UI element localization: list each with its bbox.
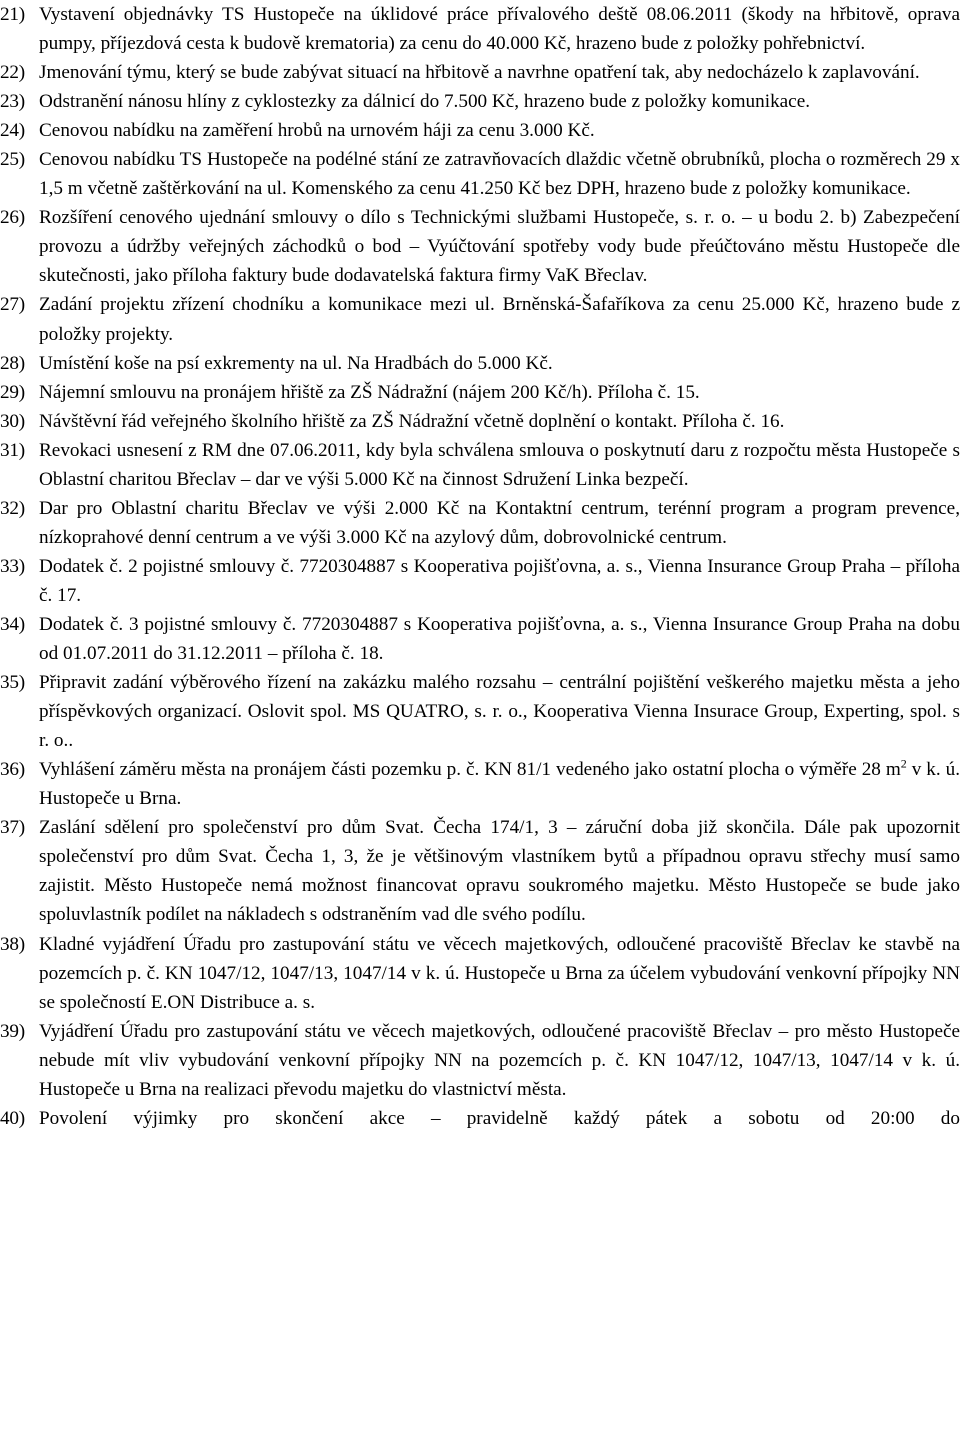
list-item [0, 610, 960, 668]
item-text-continuation: v k. ú. Hustopeče u Brna. [39, 759, 960, 810]
list-item [0, 1017, 960, 1104]
item-text: Návštěvní řád veřejného školního hřiště za ZŠ Nádražní včetně doplnění o kontakt. Příloha č. 16. [39, 410, 785, 432]
item-number: 25) [0, 149, 25, 171]
list-item [0, 436, 960, 494]
item-text: Kladné vyjádření Úřadu pro zastupování státu ve věcech majetkových, odloučené pracoviště Břeclav ke stavbě na pozemcích p. č. KN 1047/12, 1047/13, 1047/14 v k. ú. Hustopeče u Brna za účelem vybudování venkovní přípojky NN se společností E.ON Distribuce a. s. [39, 933, 960, 1013]
item-text: Revokaci usnesení z RM dne 07.06.2011, kdy byla schválena smlouva o poskytnutí daru z rozpočtu města Hustopeče s Oblastní charitou Břeclav – dar ve výši 5.000 Kč na činnost Sdružení Linka bezpečí. [39, 439, 960, 490]
item-text: Odstranění nánosu hlíny z cyklostezky za dálnicí do 7.500 Kč, hrazeno bude z položky komunikace. [39, 91, 811, 113]
list-item [0, 668, 960, 755]
list-item [0, 494, 960, 552]
item-number: 21) [0, 4, 25, 25]
item-number: 33) [0, 555, 25, 577]
item-number: 37) [0, 817, 25, 839]
list-item [0, 290, 960, 348]
item-text: Zadání projektu zřízení chodníku a komunikace mezi ul. Brněnská-Šafaříkova za cenu 25.000 Kč, hrazeno bude z položky projekty. [39, 294, 960, 345]
list-item [0, 930, 960, 1017]
list-item [0, 58, 960, 87]
list-item [0, 378, 960, 407]
list-item [0, 87, 960, 116]
item-number: 22) [0, 62, 25, 84]
item-number: 35) [0, 672, 25, 694]
list-item [0, 145, 960, 203]
item-number: 30) [0, 410, 25, 432]
item-text: Vystavení objednávky TS Hustopeče na úklidové práce přívalového deště 08.06.2011 (škody na hřbitově, oprava pumpy, příjezdová cesta k budově krematoria) za cenu do 40.000 Kč, hrazeno bude z položky pohřebnictví. [39, 4, 960, 55]
item-text: Cenovou nabídku TS Hustopeče na podélné stání ze zatravňovacích dlaždic včetně obrubníků, plocha o rozměrech 29 x 1,5 m včetně zaštěrkování na ul. Komenského za cenu 41.250 Kč bez DPH, hrazeno bude z položky komunikace. [39, 149, 960, 200]
item-number: 36) [0, 759, 25, 781]
item-number: 24) [0, 120, 25, 142]
item-text: Vyjádření Úřadu pro zastupování státu ve věcech majetkových, odloučené pracoviště Břeclav – pro město Hustopeče nebude mít vliv vybudování venkovní přípojky NN na pozemcích p. č. KN 1047/12, 1047/13, 1047/14 v k. ú. Hustopeče u Brna na realizaci převodu majetku do vlastnictví města. [39, 1020, 960, 1100]
item-number: 23) [0, 91, 25, 113]
item-number: 32) [0, 497, 25, 519]
item-text: Povolení výjimky pro skončení akce – pravidelně každý pátek a sobotu od 20:00 do [39, 1107, 960, 1129]
item-text: Jmenování týmu, který se bude zabývat situací na hřbitově a navrhne opatření tak, aby nedocházelo k zaplavování. [39, 62, 920, 84]
list-item [0, 1104, 960, 1133]
item-text [39, 755, 960, 813]
item-text: Nájemní smlouvu na pronájem hřiště za ZŠ Nádražní (nájem 200 Kč/h). Příloha č. 15. [39, 381, 700, 403]
item-text: Dodatek č. 3 pojistné smlouvy č. 7720304887 s Kooperativa pojišťovna, a. s., Vienna Insurance Group Praha na dobu od 01.07.2011 do 31.12.2011 – příloha č. 18. [39, 613, 960, 665]
item-text: Zaslání sdělení pro společenství pro dům Svat. Čecha 174/1, 3 – záruční doba již skončila. Dále pak upozornit společenství pro dům Svat. Čecha 1, 3, že je většinovým vlastníkem bytů a případnou opravu střechy musí samo zajistit. Město Hustopeče nemá možnost financovat opravu soukromého majetku. Město Hustopeče se bude jako spoluvlastník podílet na nákladech s odstraněním vad dle svého podílu. [39, 817, 960, 926]
item-number: 31) [0, 439, 25, 461]
item-number: 28) [0, 352, 25, 374]
list-item [0, 813, 960, 929]
item-number: 27) [0, 294, 25, 316]
list-item [0, 116, 960, 145]
list-item [0, 349, 960, 378]
item-text: Dodatek č. 2 pojistné smlouvy č. 7720304887 s Kooperativa pojišťovna, a. s., Vienna Insurance Group Praha – příloha č. 17. [39, 555, 960, 606]
item-number: 38) [0, 933, 25, 955]
list-item [0, 755, 960, 813]
list-item [0, 407, 960, 436]
item-number: 40) [0, 1107, 25, 1129]
item-number: 29) [0, 381, 25, 403]
item-text: Dar pro Oblastní charitu Břeclav ve výši 2.000 Kč na Kontaktní centrum, terénní program a program prevence, nízkoprahové denní centrum a ve výši 3.000 Kč na azylový dům, dobrovolnické centrum. [39, 497, 960, 548]
list-item [0, 552, 960, 610]
list-item [0, 203, 960, 290]
item-number: 34) [0, 613, 25, 635]
superscript-exponent: 2 [900, 756, 907, 771]
item-text-main: Vyhlášení záměru města na pronájem části pozemku p. č. KN 81/1 vedeného jako ostatní plocha o výměře 28 m [39, 759, 901, 781]
item-text: Umístění koše na psí exkrementy na ul. Na Hradbách do 5.000 Kč. [39, 352, 553, 374]
item-text: Cenovou nabídku na zaměření hrobů na urnovém háji za cenu 3.000 Kč. [39, 120, 595, 142]
item-number: 39) [0, 1020, 25, 1042]
item-text: Připravit zadání výběrového řízení na zakázku malého rozsahu – centrální pojištění veškerého majetku města a jeho příspěvkových organizací. Oslovit spol. MS QUATRO, s. r. o., Kooperativa Vienna Insurace Group, Experting, spol. s r. o.. [39, 672, 960, 752]
list-item [0, 0, 960, 58]
item-number: 26) [0, 207, 25, 229]
item-text: Rozšíření cenového ujednání smlouvy o dílo s Technickými službami Hustopeče, s. r. o. – u bodu 2. b) Zabezpečení provozu a údržby veřejných záchodků o bod – Vyúčtování spotřeby vody bude přeúčtováno městu Hustopeče dle skutečnosti, jako příloha faktury bude dodavatelská faktura firmy VaK Břeclav. [39, 207, 960, 287]
